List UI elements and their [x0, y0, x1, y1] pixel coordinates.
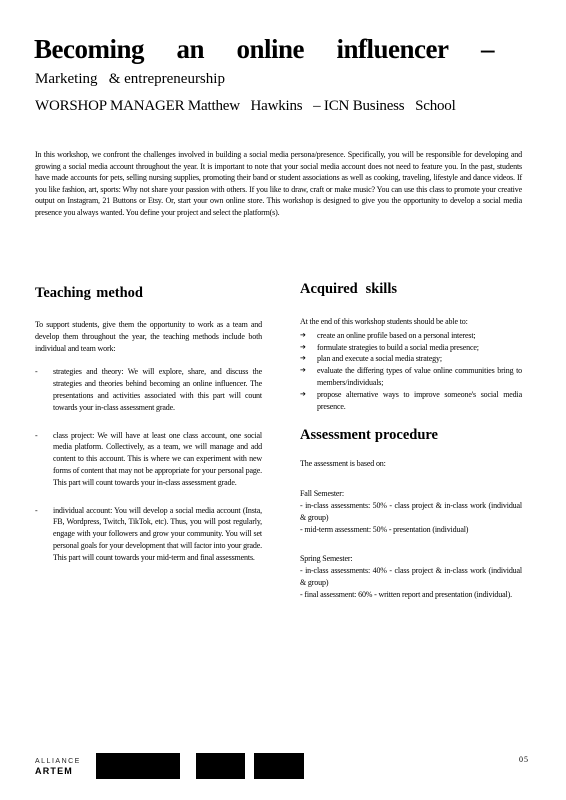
- title-word: influencer: [336, 34, 449, 64]
- list-item: ➔ propose alternative ways to improve someone's social media presence.: [300, 389, 522, 411]
- bullet-dash: -: [35, 505, 38, 515]
- spring-line: - in-class assessments: 40% - class project & in-class work (individual & group): [300, 566, 522, 587]
- intro-paragraph: In this workshop, we confront the challenges involved in building a social media persona/presence. Specifically, you will be responsible for developing and growing a social media account throughout the year. It is important to note that your social media account does not need to feature you. In the past, students have made accounts for pets, selling nursing supplies, promoting their band or student associations as well as cooking, traveling, lifestyle and dance videos. If you like fashion, art, sports: Why not share your passion with others. If you like to draw, craft or make music? You can use this class to promote your creative output on Instagram, 21 Buttons or Etsy. Or, start your own online store. This workshop is designed to give you the opportunity to develop a social media presence you always wanted. You define your project and select the platform(s).: [35, 150, 522, 217]
- fall-semester-title: Fall Semester:: [300, 489, 344, 499]
- arrow-icon: ➔: [300, 330, 306, 339]
- teaching-bullet-list: [35, 366, 262, 563]
- list-item: ➔ evaluate the differing types of value online communities bring to members/individuals;: [300, 366, 522, 387]
- teaching-intro: To support students, give them the opportunity to work as a team and develop them throughout the year, the teaching methods include both individual and team work:: [35, 320, 262, 353]
- arrow-icon: ➔: [300, 366, 306, 375]
- bullet-dash: -: [35, 430, 38, 440]
- logo-small-text: ALLIANCE: [35, 758, 81, 765]
- title-word: Becoming: [34, 34, 144, 64]
- fall-line: - in-class assessments: 50% - class project & in-class work (individual & group): [300, 500, 522, 522]
- list-item: - class project: We will have at least one class account, one social media platform. Collectively, as a team, we will manage and add content to this account. This is where we can experiment with new forms of content that may not be appropriate for your personal page. This part will count towards your in-class assessment grade.: [35, 430, 262, 487]
- arrow-icon: ➔: [300, 389, 306, 398]
- teaching-method-heading: Teaching method: [35, 285, 143, 301]
- fall-line: - mid-term assessment: 50% - presentation (individual): [300, 524, 469, 534]
- assessment-procedure-heading: Assessment procedure: [300, 427, 438, 444]
- page-title: [34, 34, 494, 64]
- spring-semester-title: Spring Semester:: [300, 554, 353, 564]
- teaching-method-section: [35, 284, 262, 564]
- title-word: an: [176, 34, 205, 64]
- acquired-skills-heading: Acquired skills: [300, 281, 397, 297]
- logo-big-text: ARTEM: [35, 766, 73, 776]
- school-logo: [35, 758, 79, 777]
- acquired-skills-section: [300, 280, 522, 601]
- title-word: online: [236, 34, 305, 64]
- redaction-block: [96, 753, 180, 779]
- list-item: - strategies and theory: We will explore, share, and discuss the strategies and theories behind becoming an online influencer. The presentations and activities associated with this part will count towards your in-class assessment grade.: [35, 367, 262, 412]
- arrow-icon: ➔: [300, 354, 306, 363]
- page-number: 05: [519, 755, 529, 764]
- redaction-block: [254, 753, 304, 779]
- title-word: –: [480, 34, 494, 64]
- list-item: ➔ plan and execute a social media strategy;: [300, 354, 442, 364]
- bullet-dash: -: [35, 367, 38, 377]
- assessment-based-on: The assessment is based on:: [300, 459, 386, 469]
- workshop-manager-line: WORSHOP MANAGER Matthew Hawkins – ICN Business School: [35, 98, 456, 114]
- skills-intro: At the end of this workshop students should be able to:: [300, 317, 468, 326]
- page-subtitle: Marketing & entrepreneurship: [35, 71, 225, 87]
- list-item: ➔ create an online profile based on a personal interest;: [300, 330, 476, 340]
- spring-line: - final assessment: 60% - written report and presentation (individual).: [300, 589, 512, 599]
- list-item: ➔ formulate strategies to build a social media presence;: [300, 342, 479, 352]
- list-item: - individual account: You will develop a social media account (Insta, FB, Wordpress, Twitch, TikTok, etc). Thus, you will post regularly, engage with your followers and grow your community. You will set personal goals for your development that will factor into your grade. This part will count towards your mid-term and final assessments.: [35, 505, 262, 562]
- arrow-icon: ➔: [300, 342, 306, 351]
- skills-list: [300, 330, 522, 413]
- redaction-block: [196, 753, 245, 779]
